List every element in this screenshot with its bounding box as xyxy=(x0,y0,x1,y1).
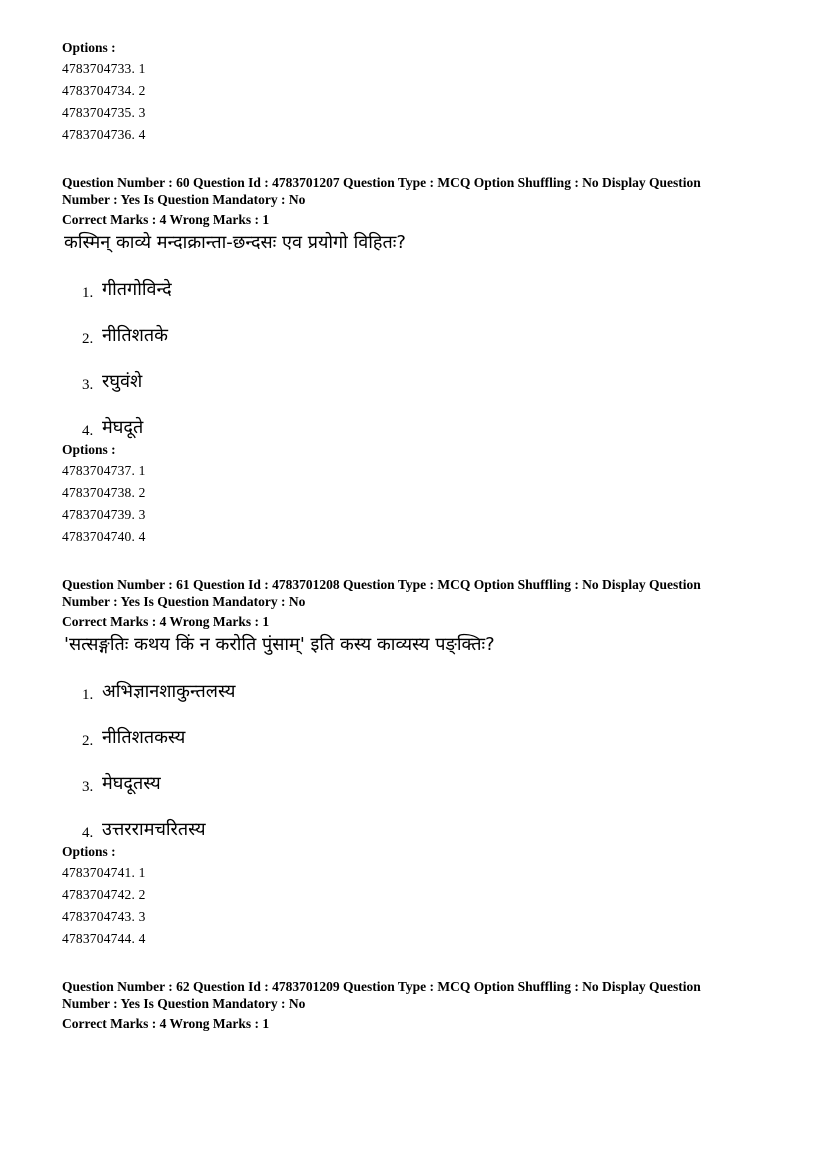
choice-number: 3. xyxy=(82,377,94,393)
choice-text: नीतिशतकस्य xyxy=(102,727,186,748)
choice-text: रघुवंशे xyxy=(102,371,143,392)
option-id: 4783704734. 2 xyxy=(62,83,146,98)
question-meta xyxy=(62,174,772,228)
choice-text: मेघदूते xyxy=(102,417,144,438)
choice-item xyxy=(82,394,772,440)
choice-number: 2. xyxy=(82,733,94,749)
options-label: Options : xyxy=(62,40,116,55)
option-id: 4783704735. 3 xyxy=(62,105,146,120)
question-62 xyxy=(62,978,772,1032)
choice-item xyxy=(82,704,772,750)
options-label: Options : xyxy=(62,442,116,457)
option-id: 4783704743. 3 xyxy=(62,909,146,924)
options-label: Options : xyxy=(62,844,116,859)
document-page xyxy=(62,38,772,1032)
choice-item xyxy=(82,658,772,704)
question-meta-line1: Question Number : 60 Question Id : 4783701207 Question Type : MCQ Option Shuffling : No Display Question xyxy=(62,175,701,190)
choice-text: अभिज्ञानशाकुन्तलस्य xyxy=(102,681,236,702)
choice-text: मेघदूतस्य xyxy=(102,773,161,794)
question-meta-line2: Number : Yes Is Question Mandatory : No xyxy=(62,996,306,1011)
choice-item xyxy=(82,348,772,394)
question-meta-line2: Number : Yes Is Question Mandatory : No xyxy=(62,594,306,609)
options-block-prev xyxy=(62,38,772,146)
option-id: 4783704736. 4 xyxy=(62,127,146,142)
option-id: 4783704740. 4 xyxy=(62,529,146,544)
option-id: 4783704739. 3 xyxy=(62,507,146,522)
question-meta-line1: Question Number : 61 Question Id : 4783701208 Question Type : MCQ Option Shuffling : No Display Question xyxy=(62,577,701,592)
question-61 xyxy=(62,576,772,950)
choice-number: 2. xyxy=(82,331,94,347)
choice-number: 4. xyxy=(82,423,94,439)
choice-number: 4. xyxy=(82,825,94,841)
choice-number: 3. xyxy=(82,779,94,795)
option-id: 4783704737. 1 xyxy=(62,463,146,478)
option-id: 4783704744. 4 xyxy=(62,931,146,946)
choice-list xyxy=(62,256,772,440)
question-meta-line1: Question Number : 62 Question Id : 4783701209 Question Type : MCQ Option Shuffling : No Display Question xyxy=(62,979,701,994)
option-id: 4783704742. 2 xyxy=(62,887,146,902)
choice-list xyxy=(62,658,772,842)
question-60 xyxy=(62,174,772,548)
choice-item xyxy=(82,302,772,348)
question-meta xyxy=(62,576,772,630)
question-text: 'सत्सङ्गतिः कथय किं न करोति पुंसाम्' इति कस्य काव्यस्य पङ्क्तिः? xyxy=(64,634,495,655)
choice-number: 1. xyxy=(82,285,94,301)
question-meta xyxy=(62,978,772,1032)
choice-item xyxy=(82,256,772,302)
choice-text: नीतिशतके xyxy=(102,325,168,346)
choice-item xyxy=(82,796,772,842)
choice-number: 1. xyxy=(82,687,94,703)
choice-text: गीतगोविन्दे xyxy=(102,279,172,300)
option-id: 4783704738. 2 xyxy=(62,485,146,500)
options-block xyxy=(62,842,772,950)
question-marks: Correct Marks : 4 Wrong Marks : 1 xyxy=(62,212,270,227)
options-block xyxy=(62,440,772,548)
choice-text: उत्तररामचरितस्य xyxy=(102,819,206,840)
question-text: कस्मिन् काव्ये मन्दाक्रान्ता-छन्दसः एव प्रयोगो विहितः? xyxy=(64,232,406,253)
question-marks: Correct Marks : 4 Wrong Marks : 1 xyxy=(62,1016,270,1031)
question-meta-line2: Number : Yes Is Question Mandatory : No xyxy=(62,192,306,207)
option-id: 4783704741. 1 xyxy=(62,865,146,880)
option-id: 4783704733. 1 xyxy=(62,61,146,76)
choice-item xyxy=(82,750,772,796)
question-marks: Correct Marks : 4 Wrong Marks : 1 xyxy=(62,614,270,629)
